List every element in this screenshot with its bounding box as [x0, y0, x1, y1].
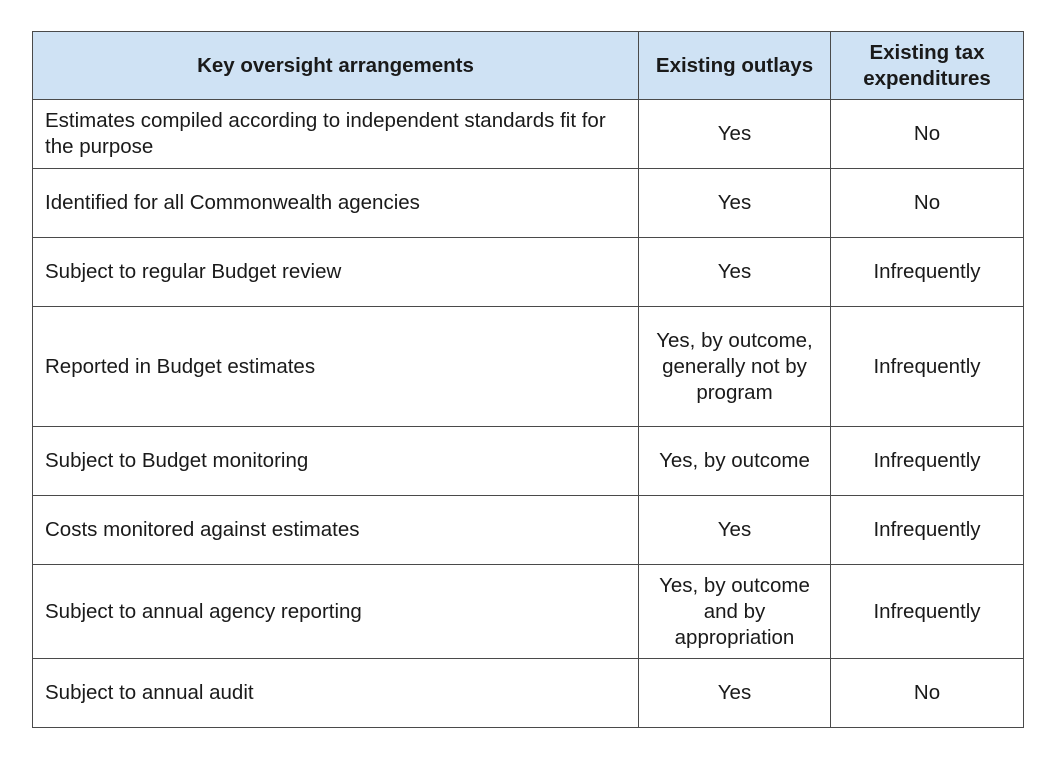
outlays-cell: Yes [639, 496, 831, 565]
outlays-cell: Yes, by outcome and by appropriation [639, 565, 831, 659]
outlays-cell: Yes, by outcome [639, 427, 831, 496]
oversight-table [32, 31, 1024, 728]
header-row [33, 32, 1024, 100]
tax-expenditures-cell: Infrequently [831, 307, 1024, 427]
tax-expenditures-cell: Infrequently [831, 565, 1024, 659]
arrangement-cell: Subject to annual audit [33, 659, 639, 728]
table-row [33, 427, 1024, 496]
arrangement-cell: Subject to Budget monitoring [33, 427, 639, 496]
table-row [33, 238, 1024, 307]
table-row [33, 307, 1024, 427]
table-row [33, 169, 1024, 238]
tax-expenditures-cell: No [831, 100, 1024, 169]
arrangement-cell: Subject to annual agency reporting [33, 565, 639, 659]
header-existing-tax-expenditures: Existing tax expenditures [831, 32, 1024, 100]
outlays-cell: Yes, by outcome, generally not by program [639, 307, 831, 427]
table-body [33, 100, 1024, 728]
arrangement-cell: Subject to regular Budget review [33, 238, 639, 307]
arrangement-cell: Estimates compiled according to independent standards fit for the purpose [33, 100, 639, 169]
arrangement-cell: Costs monitored against estimates [33, 496, 639, 565]
header-existing-outlays: Existing outlays [639, 32, 831, 100]
outlays-cell: Yes [639, 100, 831, 169]
tax-expenditures-cell: Infrequently [831, 427, 1024, 496]
table-row [33, 496, 1024, 565]
table-header [33, 32, 1024, 100]
header-arrangements: Key oversight arrangements [33, 32, 639, 100]
table-row [33, 659, 1024, 728]
tax-expenditures-cell: Infrequently [831, 238, 1024, 307]
outlays-cell: Yes [639, 238, 831, 307]
tax-expenditures-cell: No [831, 169, 1024, 238]
table-row [33, 100, 1024, 169]
tax-expenditures-cell: No [831, 659, 1024, 728]
tax-expenditures-cell: Infrequently [831, 496, 1024, 565]
table-row [33, 565, 1024, 659]
outlays-cell: Yes [639, 659, 831, 728]
arrangement-cell: Reported in Budget estimates [33, 307, 639, 427]
arrangement-cell: Identified for all Commonwealth agencies [33, 169, 639, 238]
outlays-cell: Yes [639, 169, 831, 238]
